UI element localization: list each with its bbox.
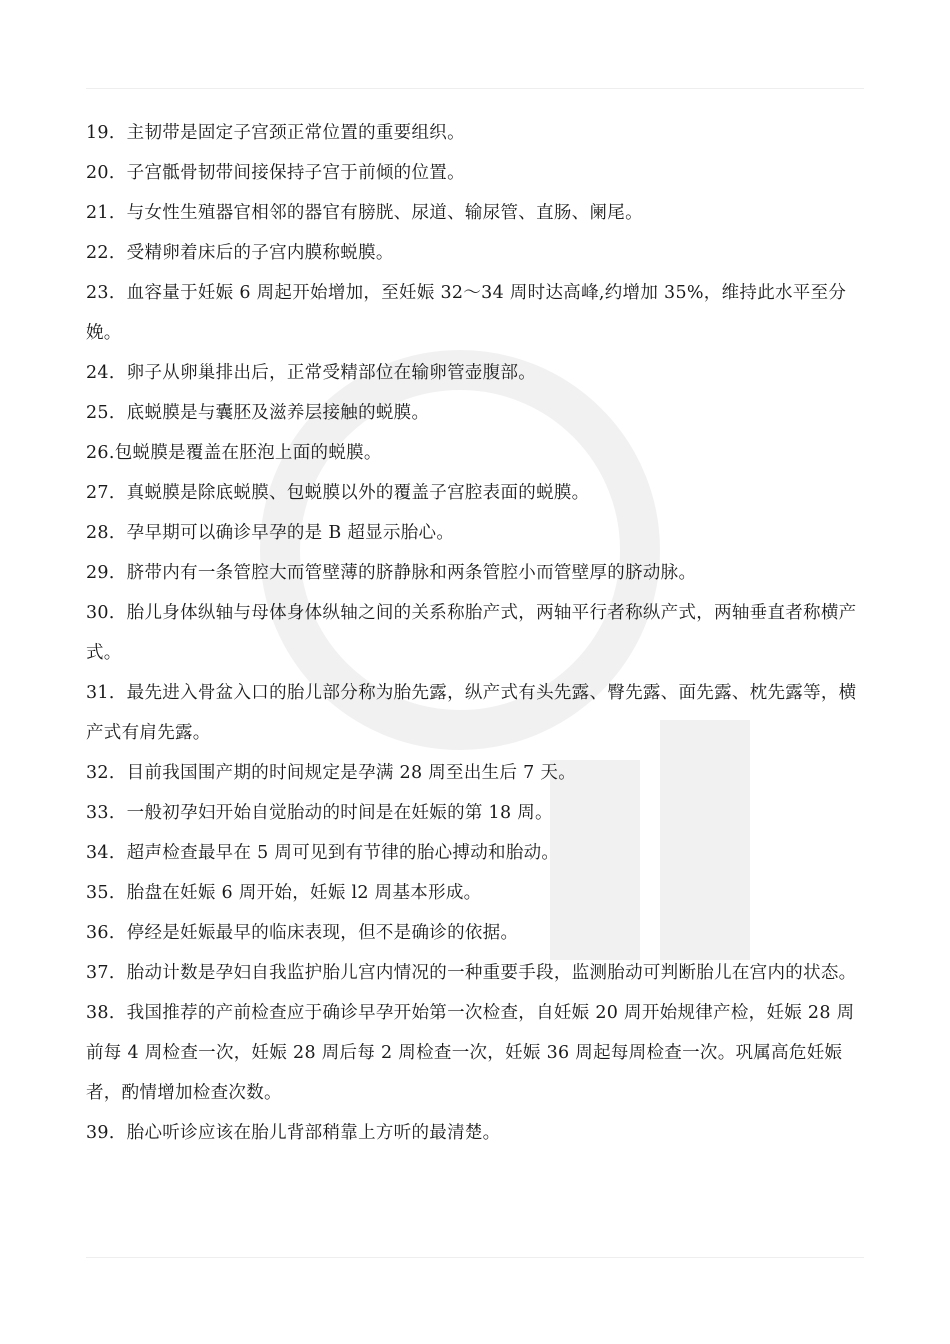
item-36: 36．停经是妊娠最早的临床表现，但不是确诊的依据。 [86, 923, 519, 943]
item-21: 21．与女性生殖器官相邻的器官有膀胱、尿道、输尿管、直肠、阑尾。 [86, 203, 643, 223]
item-24: 24．卵子从卵巢排出后，正常受精部位在输卵管壶腹部。 [86, 363, 537, 383]
item-38: 38．我国推荐的产前检查应于确诊早孕开始第一次检查，自妊娠 20 周开始规律产检，妊娠 28 周前每 4 周检查一次，妊娠 28 周后每 2 周检查一次，妊娠 36 周起每周检查一次。巩属高危妊娠者，酌情增加检查次数。 [86, 1003, 855, 1103]
item-20: 20．子宫骶骨韧带间接保持子宫于前倾的位置。 [86, 163, 465, 183]
item-34: 34．超声检查最早在 5 周可见到有节律的胎心搏动和胎动。 [86, 843, 560, 863]
item-32: 32．目前我国围产期的时间规定是孕满 28 周至出生后 7 天。 [86, 763, 577, 783]
document-body [86, 113, 866, 1153]
item-19: 19．主韧带是固定子宫颈正常位置的重要组织。 [86, 123, 465, 143]
item-27: 27．真蜕膜是除底蜕膜、包蜕膜以外的覆盖子宫腔表面的蜕膜。 [86, 483, 590, 503]
header-rule [86, 88, 864, 89]
item-25: 25．底蜕膜是与囊胚及滋养层接触的蜕膜。 [86, 403, 430, 423]
item-37: 37．胎动计数是孕妇自我监护胎儿宫内情况的一种重要手段，监测胎动可判断胎儿在宫内的状态。 [86, 963, 857, 983]
item-33: 33．一般初孕妇开始自觉胎动的时间是在妊娠的第 18 周。 [86, 803, 553, 823]
item-23: 23．血容量于妊娠 6 周起开始增加，至妊娠 32～34 周时达高峰,约增加 35%，维持此水平至分娩。 [86, 283, 847, 343]
item-26: 26.包蜕膜是覆盖在胚泡上面的蜕膜。 [86, 443, 382, 463]
item-30: 30．胎儿身体纵轴与母体身体纵轴之间的关系称胎产式，两轴平行者称纵产式，两轴垂直者称横产式。 [86, 603, 857, 663]
footer-rule [86, 1257, 864, 1258]
item-31: 31．最先进入骨盆入口的胎儿部分称为胎先露，纵产式有头先露、臀先露、面先露、枕先露等，横产式有肩先露。 [86, 683, 857, 743]
item-22: 22．受精卵着床后的子宫内膜称蜕膜。 [86, 243, 394, 263]
item-35: 35．胎盘在妊娠 6 周开始，妊娠 l2 周基本形成。 [86, 883, 482, 903]
item-29: 29．脐带内有一条管腔大而管壁薄的脐静脉和两条管腔小而管壁厚的脐动脉。 [86, 563, 697, 583]
item-28: 28．孕早期可以确诊早孕的是 B 超显示胎心。 [86, 523, 455, 543]
item-39: 39．胎心听诊应该在胎儿背部稍靠上方听的最清楚。 [86, 1123, 501, 1143]
